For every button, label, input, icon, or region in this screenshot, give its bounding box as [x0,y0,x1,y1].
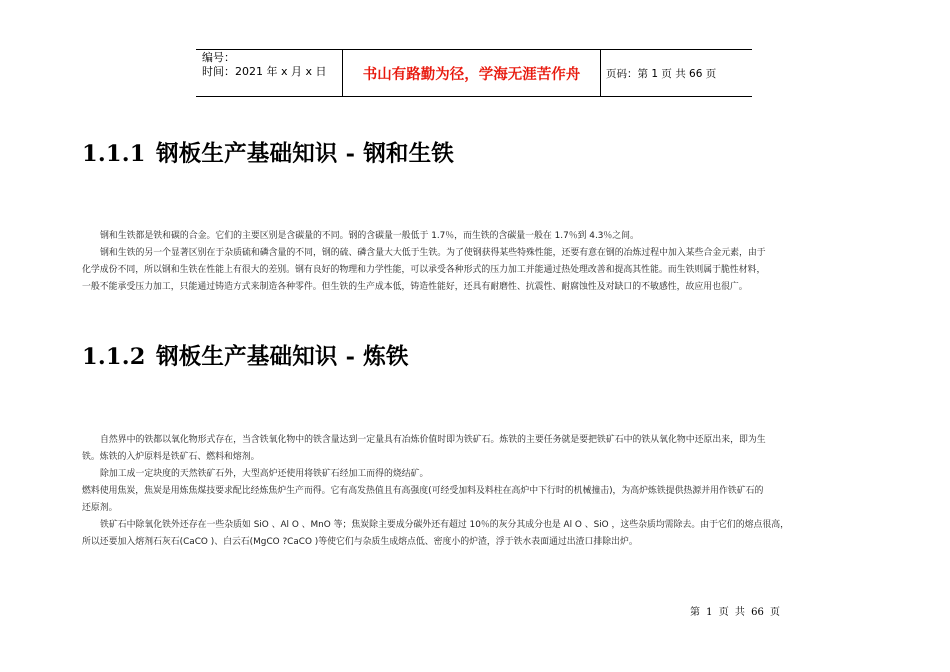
body-line: 铁。炼铁的入炉原料是铁矿石、燃料和熔剂。 [82,452,260,462]
document-time-label: 时间：2021 年 x 月 x 日 [202,65,327,78]
header-motto: 书山有路勤为径，学海无涯苦作舟 [343,50,601,96]
body-line: 钢和生铁的另一个显著区别在于杂质硫和磷含量的不同，钢的硫、磷含量大大低于生铁。为了使钢获得某些特殊性能，还要有意在钢的冶炼过程中加入某些合金元素，由于 [100,248,766,258]
body-line: 燃料使用焦炭，焦炭是用炼焦煤技要求配比经炼焦炉生产而得。它有高发热值且有高强度(可经受加料及料柱在高炉中下行时的机械撞击)，为高炉炼铁提供热源并用作铁矿石的 [82,486,764,496]
header-table [196,49,752,97]
body-line: 化学成份不同，所以钢和生铁在性能上有很大的差别。钢有良好的物理和力学性能，可以承受各种形式的压力加工并能通过热处理改善和提高其性能。而生铁则属于脆性材料， [82,265,766,275]
section-1-title: 钢板生产基础知识 - 钢和生铁 [156,141,455,167]
section-2-heading [82,339,409,371]
section-1-heading [82,136,454,168]
section-2-body [82,432,872,551]
section-2-title: 钢板生产基础知识 - 炼铁 [156,344,409,370]
section-2-number: 1.1.2 [82,344,146,370]
body-line: 钢和生铁都是铁和碳的合金。它们的主要区别是含碳量的不同。钢的含碳量一般低于 1.7％，而生铁的含碳量一般在 1.7％到 4.3％之间。 [100,231,639,241]
document-number-label: 编号： [202,51,235,64]
body-line: 除加工成一定块度的天然铁矿石外，大型高炉还使用将铁矿石经加工而得的烧结矿。 [100,469,429,479]
header-page-label: 页码：第 1 页 共 66 页 [606,67,717,80]
body-line: 铁矿石中除氧化铁外还存在一些杂质如 SiO 、Al O 、MnO 等；焦炭除主要成分碳外还有超过 10％的灰分其成分也是 Al O 、SiO ，这些杂质均需除去。由于它们的熔点很高， [100,520,789,530]
body-line: 一般不能承受压力加工，只能通过铸造方式来制造各种零件。但生铁的生产成本低，铸造性能好，还具有耐磨性、抗震性、耐腐蚀性及对缺口的不敏感性，故应用也很广。 [82,282,748,292]
body-line: 自然界中的铁都以氧化物形式存在，当含铁氧化物中的铁含量达到一定量具有冶炼价值时即为铁矿石。炼铁的主要任务就是要把铁矿石中的铁从氧化物中还原出来，即为生 [100,435,766,445]
header-meta-cell [196,50,343,96]
body-line: 所以还要加入熔剂石灰石(CaCO )、白云石(MgCO ?CaCO )等使它们与杂质生成熔点低、密度小的炉渣，浮于铁水表面通过出渣口排除出炉。 [82,537,638,547]
footer-page-number: 第 1 页 共 66 页 [690,607,780,618]
section-1-body [82,228,872,296]
section-1-number: 1.1.1 [82,141,146,167]
body-line: 还原剂。 [82,503,118,513]
